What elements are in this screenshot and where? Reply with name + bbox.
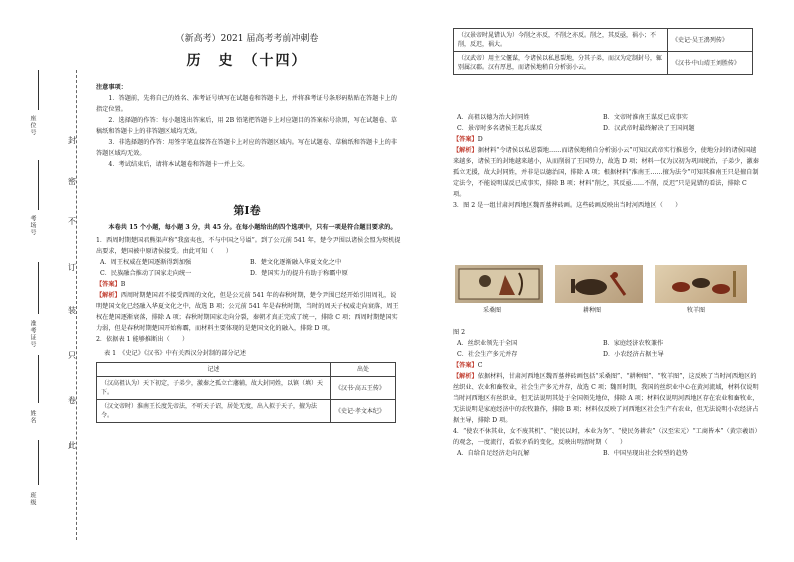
- herding-drawing: [655, 265, 747, 303]
- class-field-label: 班级: [29, 492, 36, 506]
- seal-char: 此: [68, 441, 76, 450]
- analysis-tag: 【解析】: [453, 373, 478, 380]
- option-d[interactable]: D．楚国实力的提升有助于称霸中原: [250, 270, 348, 277]
- seal-char: 密: [68, 177, 76, 186]
- option-b[interactable]: B．文帝时淮南王谋反已成事实: [603, 114, 688, 121]
- seat-field-label: 座位号: [29, 115, 36, 136]
- answer-tag: 【答案】: [96, 281, 121, 288]
- option-b[interactable]: B．中国呈现出社会转型的趋势: [603, 450, 688, 457]
- image-caption: 牧羊图: [687, 307, 706, 314]
- q2-answer-block: [453, 112, 759, 211]
- section-title: 第Ⅰ卷: [233, 204, 261, 217]
- option-a[interactable]: A．丝织业领先于全国: [457, 340, 518, 347]
- q3-answer-block: [453, 327, 759, 459]
- q4-options: [453, 448, 759, 459]
- table-cell: 《汉书·中山靖王刘胜传》: [668, 52, 753, 75]
- table-cell: （汉景帝时晁错认为）今削之亦反，不削之亦反。削之，其反亟，祸小；不削，反迟，祸大。: [454, 29, 668, 52]
- exam-id-field-label: 准考证号: [29, 320, 36, 348]
- notice-block: [96, 82, 402, 170]
- seat-field-line[interactable]: [38, 70, 39, 110]
- records-table-continued: [453, 28, 753, 75]
- table-cell: （汉文帝时）淮南王长度先帝法，不听天子诏，居处无度，出入拟于天子，擅为法令。: [97, 400, 331, 423]
- option-d[interactable]: D．小农经济占据主导: [603, 351, 664, 358]
- seal-char: 只: [68, 351, 76, 360]
- option-c[interactable]: C．民族融合推动了国家走向统一: [100, 270, 192, 277]
- option-a[interactable]: A．自给自足经济走向瓦解: [457, 450, 530, 457]
- answer-value: C: [477, 362, 483, 369]
- seal-char: 装: [68, 306, 76, 315]
- analysis-text: 西周时期楚国君不接受西周的文化，但是公元前 541 年的春秋时期，楚令尹围已经开始引用周礼，说明楚国文化已经融入华夏文化之中，故选 B 项；公元前 541 年是春秋时期，当时的周天子权威走向衰落，周王权在楚国逐渐衰落，排除 A 项；春秋时期国家走向分裂，秦朝才真正完成了统一，排除 C 项；西周时期楚国实力弱，但是春秋时期楚国开始称霸，而材料主要体现的是楚国文化的融入，排除 D 项。: [96, 292, 399, 332]
- q3-options: [453, 338, 759, 360]
- seal-char: 订: [68, 263, 76, 272]
- question-stem: 3．图 2 是一组甘肃河西地区魏晋墓葬砖画。这些砖画反映出当时河西地区（ ）: [453, 202, 682, 209]
- table-header: 出处: [331, 363, 396, 377]
- notice-heading: 注意事项：: [96, 84, 127, 91]
- analysis-text: 据材料“令诸侯以私恩裂地……而诸侯地稍自分析弱小云”可知汉武帝实行推恩令，使地分封的诸侯国越来越多，诸侯王的封地越来越小，从而削弱了王国势力，故选 D 项；材料一仅为汉初为巩固统治，子弟少，激秦孤立无援，故大封同姓，并非是以德治国，排除 A 项；根据材料“淮南王……擅为法令”可知其淮南王只是擅自制定法令，不能说明谋反已成事实，排除 B 项；材料“削之，其反亟……不削，反迟”只是晁错的看法，排除 C 项。: [453, 147, 759, 198]
- option-b[interactable]: B．楚文化逐渐融入华夏文化之中: [250, 259, 342, 266]
- option-d[interactable]: D．汉武帝时最终解决了王国问题: [603, 125, 695, 132]
- seal-dashed-line: [76, 70, 77, 540]
- answer-value: D: [477, 136, 483, 143]
- question-stem: 4．“使农不休其业，女不废其机”、“使民以时，本业为务”、“使民务耕农”（汉至宋元）“工商皆本”（黄宗羲语）的观念，一度流行，看似矛盾的变化，反映出明清时期（ ）: [453, 428, 758, 446]
- exam-title: （新高考）2021 届高考考前冲刺卷: [175, 34, 319, 44]
- plowing-drawing: [555, 265, 643, 303]
- exam-id-field-line[interactable]: [38, 262, 39, 314]
- q2-options: [453, 112, 759, 134]
- notice-item: 2．选择题的作答：每小题选出答案后，用 2B 铅笔把答题卡上对应题目的答案标号涂黑，写在试题卷、草稿纸和答题卡上的非答题区域均无效。: [96, 117, 397, 135]
- table-cell: （汉武帝）用主父偃谋，令诸侯以私恩裂地，分其子弟，而汉为定制封号，辄别属汉郡。汉有厚恩，而诸侯地稍自分析弱小云。: [454, 52, 668, 75]
- table-header-row: [97, 363, 396, 377]
- name-field-label: 姓名: [29, 410, 36, 424]
- question-stem: 2．依据表 1 能够推断出（ ）: [96, 336, 189, 343]
- table-row: [97, 377, 396, 400]
- notice-item: 1．答题前，先将自己的姓名、准考证号填写在试题卷和答题卡上，并将准考证号条形码粘贴在答题卡上的指定位置。: [96, 95, 397, 113]
- room-field-label: 考场号: [29, 215, 36, 236]
- subject-title: 历 史 （十四）: [186, 53, 308, 69]
- section-intro: 本卷共 15 个小题，每小题 3 分，共 45 分。在每小题给出的四个选项中，只有一项是符合题目要求的。: [108, 224, 397, 231]
- q1-options: [96, 257, 402, 279]
- records-table: [96, 362, 396, 423]
- table-cell: 《汉书·高五王传》: [331, 377, 396, 400]
- name-field-line[interactable]: [38, 355, 39, 403]
- table-caption: 表 1 《史记》《汉书》中有关西汉分封制的部分记述: [104, 350, 247, 357]
- figure-label: 图 2: [453, 329, 466, 336]
- option-c[interactable]: C．景帝时多名诸侯王起兵谋反: [457, 125, 543, 132]
- table-header: 记述: [97, 363, 331, 377]
- mural-images: [455, 265, 755, 315]
- room-field-line[interactable]: [38, 160, 39, 210]
- seal-char: 卷: [68, 396, 76, 405]
- table-row: [97, 400, 396, 423]
- notice-item: 3．非选择题的作答：用签字笔直接答在答题卡上对应的答题区域内。写在试题卷、草稿纸和答题卡上的非答题区域均无效。: [96, 139, 397, 157]
- plowing-image: [555, 265, 643, 303]
- notice-item: 4．考试结束后，请将本试题卷和答题卡一并上交。: [108, 161, 249, 168]
- analysis-tag: 【解析】: [96, 292, 121, 299]
- analysis-tag: 【解析】: [453, 147, 478, 154]
- class-field-line[interactable]: [38, 440, 39, 485]
- seal-sidebar: [0, 0, 88, 562]
- table-cell: 《史记·孝文本纪》: [331, 400, 396, 423]
- option-a[interactable]: A．周王权威在楚国逐渐得到加强: [100, 259, 192, 266]
- mulberry-picking-image: [455, 265, 543, 303]
- seal-char: 不: [68, 217, 76, 226]
- option-b[interactable]: B．家庭经济农牧兼作: [603, 340, 664, 347]
- mulberry-picking-drawing: [455, 265, 543, 303]
- answer-tag: 【答案】: [453, 136, 478, 143]
- seal-char: 封: [68, 136, 76, 145]
- answer-tag: 【答案】: [453, 362, 478, 369]
- option-c[interactable]: C．社会生产多元并存: [457, 351, 518, 358]
- table-row: [454, 29, 753, 52]
- option-a[interactable]: A．高祖以德为治大封同姓: [457, 114, 530, 121]
- table-cell: 《史记·吴王濞列传》: [668, 29, 753, 52]
- table-row: [454, 52, 753, 75]
- q1-block: [96, 222, 402, 423]
- answer-value: B: [120, 281, 126, 288]
- table-cell: （汉高祖认为）天下初定，子弟少，激秦之孤立亡藩辅，故大封同姓，以镇（填）天下。: [97, 377, 331, 400]
- herding-image: [655, 265, 747, 303]
- question-stem: 1．西周时期楚国君熊渠声称“我蛮夷也，不与中国之号谥”。到了公元前 541 年，楚令尹围以诸侯会盟为契机提出要求，楚国被中原诸侯接受。由此可知（ ）: [96, 237, 401, 255]
- analysis-text: 依据材料，甘肃河西地区魏晋墓葬砖画包括“采桑图”、“耕种图”、“牧羊图”，这反映了当时河西地区的丝织业、农业和畜牧业，社会生产多元并存，故选 C 项；魏晋时期，我国的丝织业中心在黄河流域，材料仅说明当时河西地区有丝织业，但无法说明其处于全国领先地位，排除 A 项；材料仅说明河西地区存在农业和畜牧业，无法说明是家庭经济中的农牧兼作，排除 B 项；材料仅反映了河西地区社会生产有农业，但无法说明小农经济占据主导，排除 D 项。: [453, 373, 759, 424]
- image-caption: 采桑图: [483, 307, 502, 314]
- image-caption: 耕种图: [583, 307, 602, 314]
